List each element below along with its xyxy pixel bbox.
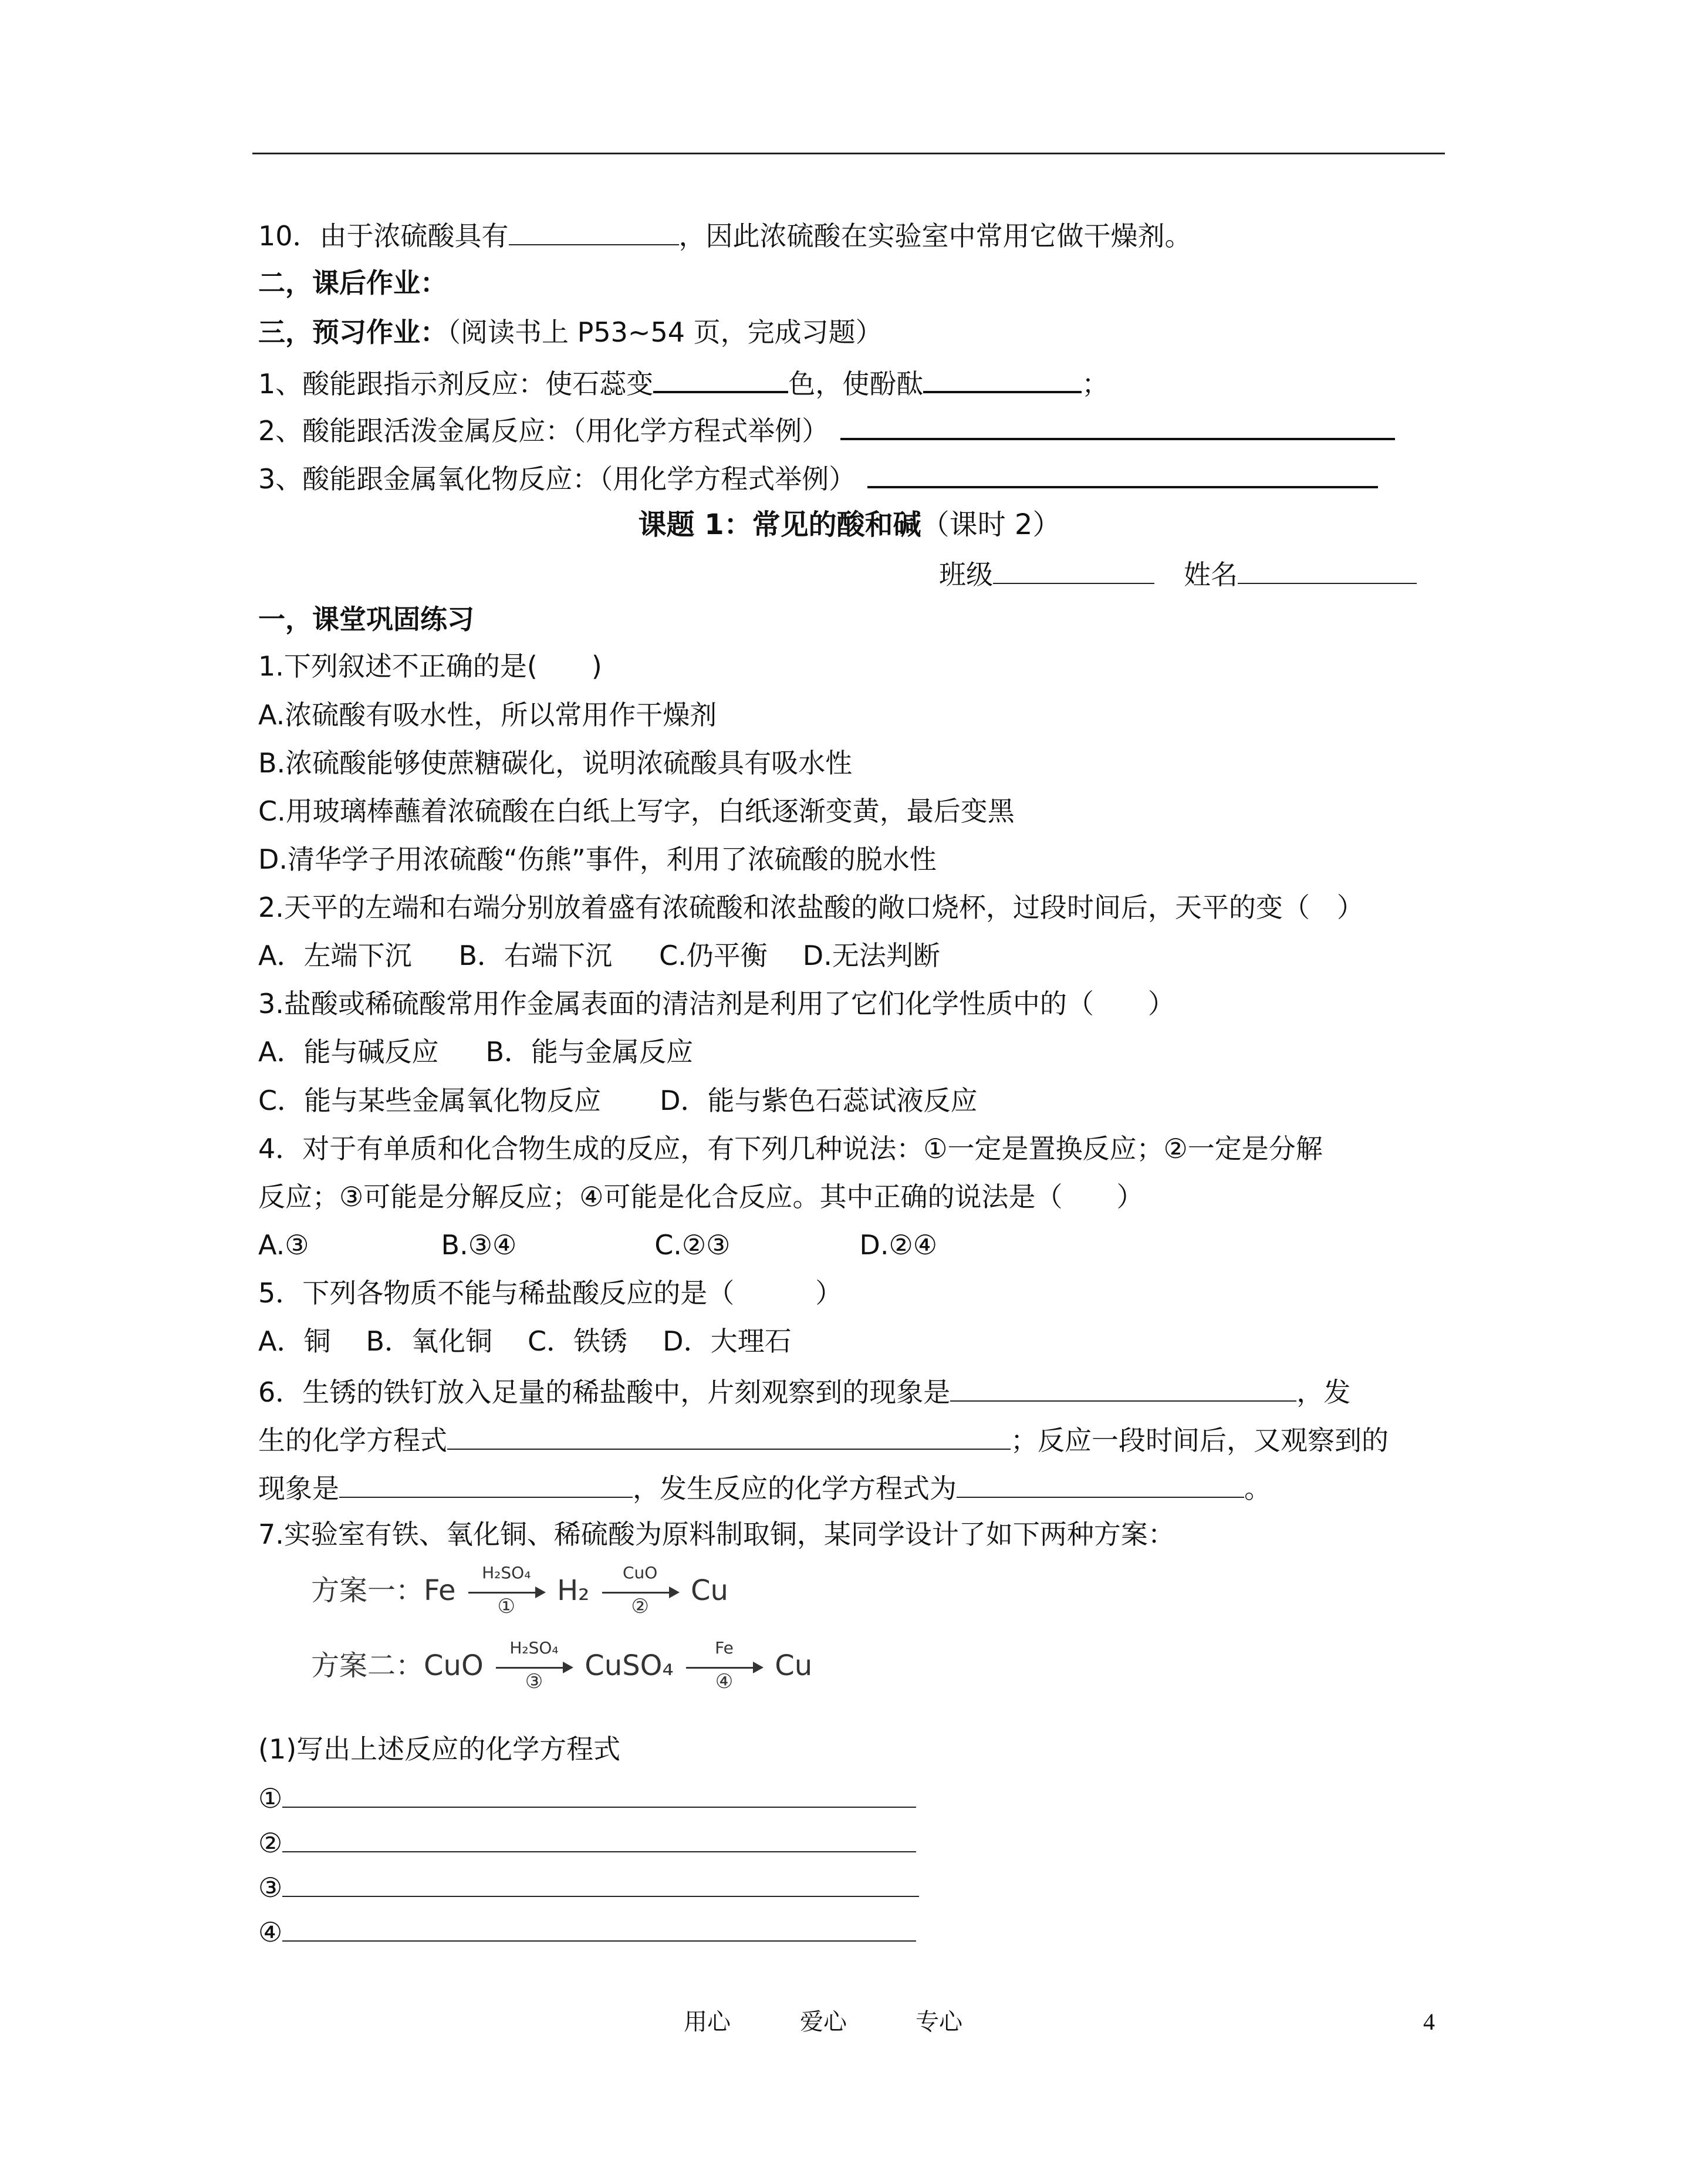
- q6-blank-1[interactable]: [950, 1372, 1296, 1402]
- arrow-step: ④: [715, 1670, 734, 1693]
- reaction-arrow: [496, 1638, 572, 1693]
- section-3-note: （阅读书上 P53~54 页，完成习题）: [447, 316, 883, 348]
- class-label: 班级: [939, 559, 993, 590]
- q1-option-b: B.浓硫酸能够使蔗糖碳化，说明浓硫酸具有吸水性: [258, 747, 853, 779]
- footer-word-3: 专心: [916, 2009, 962, 2036]
- q10-blank[interactable]: [509, 216, 679, 245]
- q5-option-d: D．大理石: [663, 1325, 792, 1357]
- question-6-line-2: [258, 1420, 1389, 1458]
- q3-option-d: D．能与紫色石蕊试液反应: [660, 1085, 978, 1116]
- arrow-step: ①: [497, 1595, 516, 1618]
- arrow-step: ②: [631, 1595, 649, 1618]
- question-7: 7.实验室有铁、氧化铜、稀硫酸为原料制取铜，某同学设计了如下两种方案：: [258, 1518, 1175, 1550]
- section-3-label: 三，预习作业：: [258, 316, 447, 348]
- q1-option-c: C.用玻璃棒蘸着浓硫酸在白纸上写字，白纸逐渐变黄，最后变黑: [258, 795, 1015, 827]
- arrow-reagent: H₂SO₄: [509, 1638, 559, 1658]
- footer-word-2: 爱心: [800, 2009, 847, 2036]
- question-4-line-2: 反应；③可能是分解反应；④可能是化合反应。其中正确的说法是（ ）: [258, 1181, 1144, 1213]
- q6-text-3: 生的化学方程式: [258, 1425, 447, 1456]
- footer-word-1: 用心: [684, 2009, 731, 2036]
- answer-line-2: [258, 1823, 916, 1861]
- q2-option-c: C.仍平衡: [659, 940, 768, 971]
- class-blank[interactable]: [993, 555, 1154, 584]
- arrow-step: ③: [525, 1670, 543, 1693]
- q4-option-c: C.②③: [654, 1229, 731, 1261]
- question-1: 1.下列叙述不正确的是( ): [258, 650, 602, 682]
- q5-option-a: A．铜: [258, 1325, 331, 1357]
- q5-option-b: B．氧化铜: [366, 1325, 493, 1357]
- q6-text-5: 现象是: [258, 1473, 339, 1504]
- question-5: 5．下列各物质不能与稀盐酸反应的是（ ）: [258, 1277, 843, 1309]
- question-4-line-1: 4．对于有单质和化合物生成的反应，有下列几种说法：①一定是置换反应；②一定是分解: [258, 1133, 1323, 1164]
- page-number: 4: [1423, 2009, 1435, 2035]
- q3-option-c: C．能与某些金属氧化物反应: [258, 1085, 602, 1116]
- lesson-title-period: （课时 2）: [921, 508, 1061, 541]
- q1-option-a: A.浓硫酸有吸水性，所以常用作干燥剂: [258, 699, 717, 731]
- question-2: 2.天平的左端和右端分别放着盛有浓硫酸和浓盐酸的敞口烧杯，过段时间后，天平的变（ ）: [258, 892, 1364, 923]
- q4-options: [258, 1227, 937, 1263]
- question-6-line-3: [258, 1469, 1271, 1506]
- answer-line-1: [258, 1778, 916, 1816]
- scheme-1-product: Cu: [690, 1574, 728, 1607]
- scheme-2-intermediate: CuSO₄: [585, 1649, 674, 1682]
- q3-option-a: A．能与碱反应: [258, 1036, 439, 1068]
- scheme-2-label: 方案二：: [311, 1649, 424, 1682]
- name-label: 姓名: [1184, 559, 1238, 590]
- q5-option-c: C．铁锈: [528, 1325, 628, 1357]
- lesson-title-main: 课题 1：常见的酸和碱: [638, 508, 921, 541]
- q3-option-b: B．能与金属反应: [485, 1036, 694, 1068]
- arrow-reagent: CuO: [623, 1563, 658, 1582]
- q4-option-b: B.③④: [441, 1229, 517, 1261]
- header-rule: [252, 153, 1445, 154]
- p1-blank-2[interactable]: [923, 363, 1082, 393]
- answer-marker: ④: [258, 1916, 283, 1948]
- reaction-arrow: [686, 1638, 762, 1693]
- q6-text-7: 。: [1244, 1473, 1271, 1504]
- q10-text-end: ，因此浓硫酸在实验室中常用它做干燥剂。: [678, 220, 1192, 252]
- p1-text-3: ；: [1082, 368, 1109, 400]
- lesson-title: [0, 507, 1699, 542]
- p1-blank-1[interactable]: [653, 363, 788, 393]
- q10-text: 10．由于浓硫酸具有: [258, 220, 509, 252]
- q5-options: [258, 1324, 792, 1359]
- answer-marker: ①: [258, 1783, 283, 1814]
- answer-line-4: [258, 1912, 916, 1950]
- q2-option-b: B．右端下沉: [458, 940, 613, 971]
- answer-marker: ③: [258, 1872, 283, 1903]
- scheme-2-product: Cu: [775, 1649, 813, 1682]
- reaction-arrow: [602, 1563, 678, 1618]
- q6-text-2: ，发: [1296, 1376, 1351, 1408]
- p1-text-2: 色，使酚酞: [788, 368, 924, 400]
- q6-blank-3[interactable]: [339, 1469, 633, 1498]
- q6-text-6: ，发生反应的化学方程式为: [633, 1473, 957, 1504]
- arrow-reagent: Fe: [715, 1638, 734, 1658]
- q2-option-d: D.无法判断: [802, 940, 940, 971]
- answer-blank[interactable]: [282, 1823, 916, 1852]
- q1-option-d: D.清华学子用浓硫酸“伤熊”事件，利用了浓硫酸的脱水性: [258, 843, 937, 875]
- question-6-line-1: [258, 1372, 1350, 1410]
- answer-blank[interactable]: [282, 1912, 916, 1942]
- class-name-fields: [939, 555, 1417, 592]
- q7-sub-question: (1)写出上述反应的化学方程式: [258, 1733, 621, 1765]
- q2-options: [258, 938, 940, 973]
- scheme-1-start: Fe: [424, 1574, 456, 1607]
- p3-text: 3、酸能跟金属氧化物反应：（用化学方程式举例）: [258, 463, 856, 495]
- p2-blank[interactable]: [840, 410, 1395, 440]
- q4-option-a: A.③: [258, 1229, 309, 1261]
- preview-2: [258, 410, 1395, 448]
- question-3: 3.盐酸或稀硫酸常用作金属表面的清洁剂是利用了它们化学性质中的（ ）: [258, 988, 1175, 1020]
- p3-blank[interactable]: [867, 458, 1378, 488]
- answer-blank[interactable]: [282, 1868, 919, 1897]
- p1-text: 1、酸能跟指示剂反应：使石蕊变: [258, 368, 654, 400]
- scheme-1-label: 方案一：: [311, 1574, 424, 1607]
- q6-text-4: ；反应一段时间后，又观察到的: [1011, 1425, 1389, 1456]
- section-2-heading: 二，课后作业：: [258, 267, 447, 299]
- answer-blank[interactable]: [282, 1778, 916, 1808]
- scheme-1: [311, 1563, 728, 1618]
- section-1-heading: 一，课堂巩固练习: [258, 603, 474, 635]
- q3-options-ab: [258, 1034, 693, 1069]
- q2-option-a: A．左端下沉: [258, 940, 412, 971]
- question-10: [258, 216, 1192, 254]
- answer-line-3: [258, 1868, 919, 1905]
- arrow-reagent: H₂SO₄: [482, 1563, 531, 1582]
- preview-3: [258, 458, 1378, 497]
- q6-text-1: 6．生锈的铁钉放入足量的稀盐酸中，片刻观察到的现象是: [258, 1376, 951, 1408]
- q6-blank-4[interactable]: [957, 1469, 1244, 1498]
- answer-marker: ②: [258, 1827, 283, 1859]
- p2-text: 2、酸能跟活泼金属反应：（用化学方程式举例）: [258, 415, 829, 447]
- reaction-arrow: [468, 1563, 545, 1618]
- scheme-2: [311, 1638, 813, 1693]
- preview-1: [258, 363, 1109, 401]
- q4-option-d: D.②④: [859, 1229, 937, 1261]
- name-blank[interactable]: [1238, 555, 1417, 584]
- scheme-1-intermediate: H₂: [557, 1574, 590, 1607]
- q6-blank-2[interactable]: [447, 1420, 1011, 1450]
- scheme-2-start: CuO: [424, 1649, 484, 1682]
- q3-options-cd: [258, 1083, 978, 1118]
- section-3-heading: [258, 315, 883, 350]
